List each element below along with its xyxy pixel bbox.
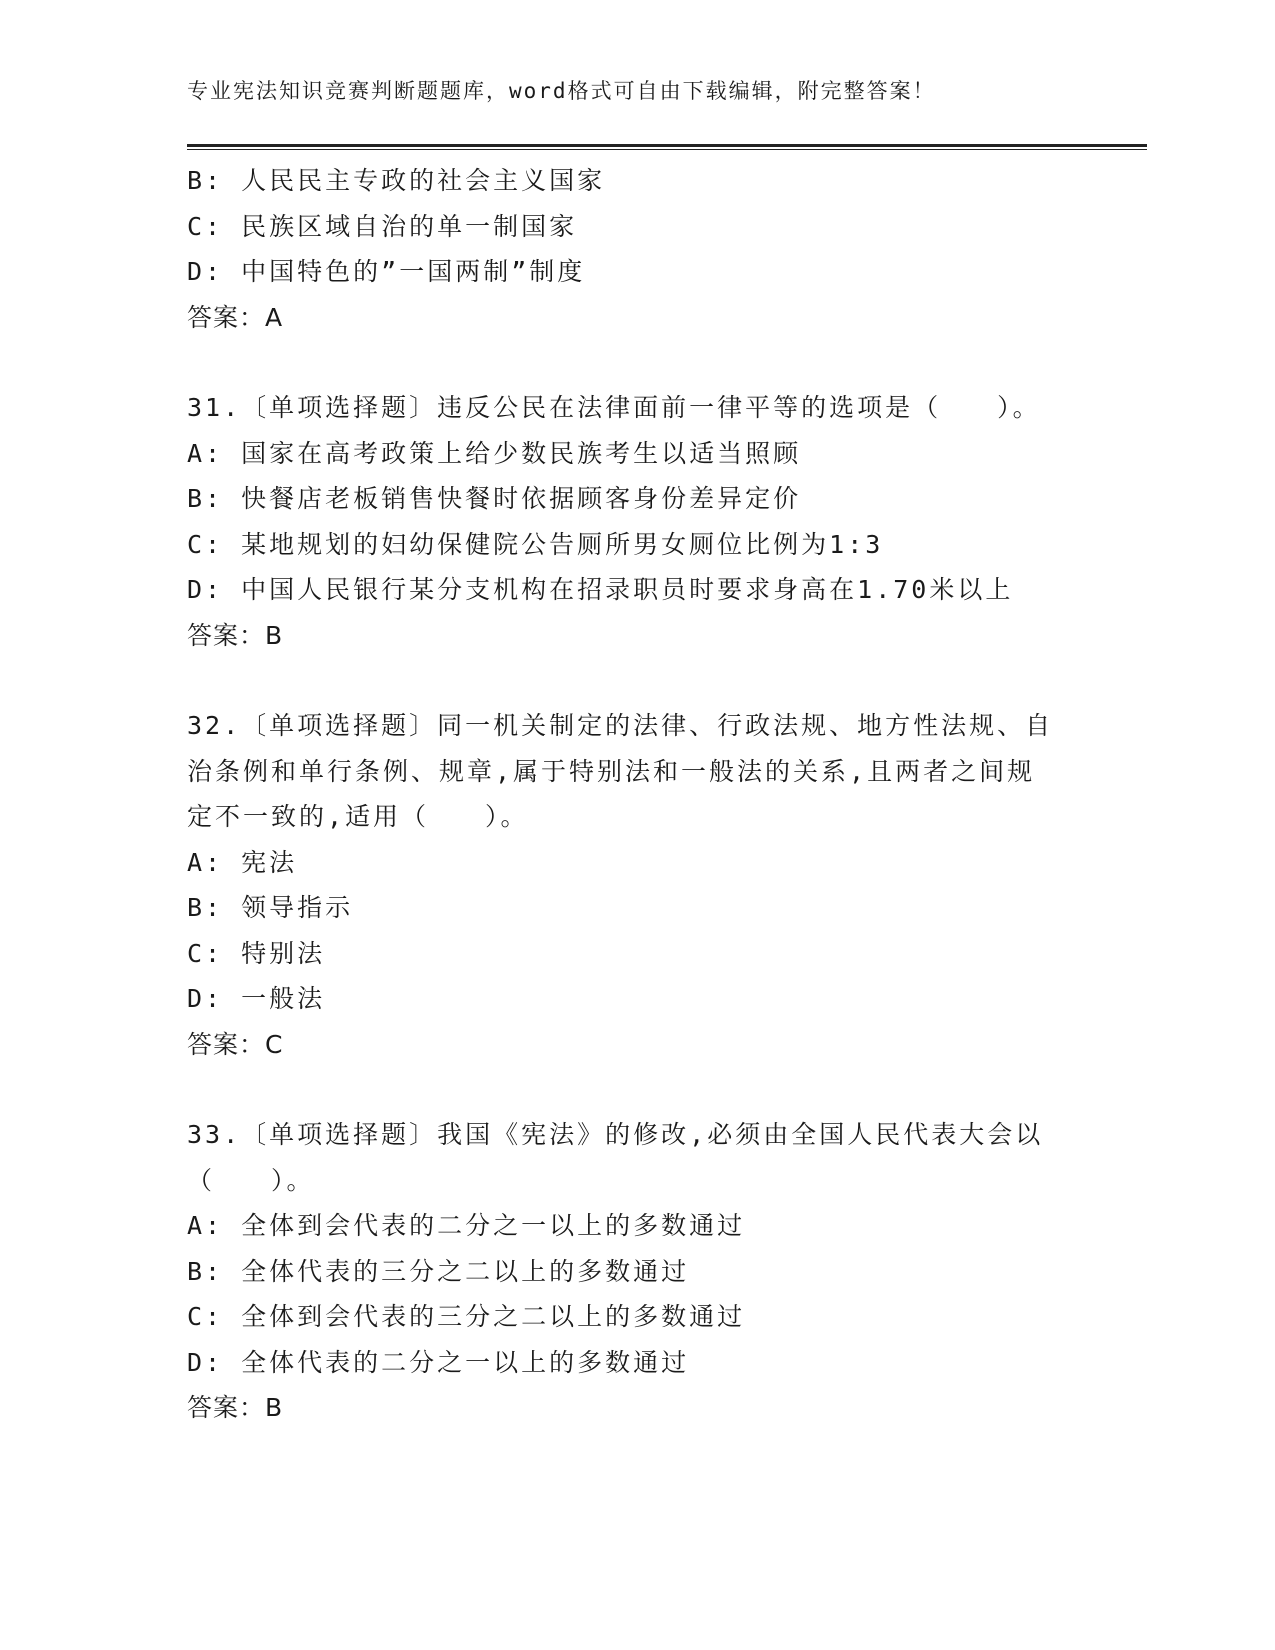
option-d: D: 中国特色的”一国两制”制度 — [187, 257, 586, 286]
option-d: D: 中国人民银行某分支机构在招录职员时要求身高在1.70米以上 — [187, 575, 1014, 604]
option-c: C: 民族区域自治的单一制国家 — [187, 211, 578, 241]
question-stem: （ ）。 — [187, 1165, 315, 1195]
answer: 答案：B — [187, 1393, 284, 1422]
answer: 答案：A — [187, 302, 284, 332]
question-stem: 32.〔单项选择题〕同一机关制定的法律、行政法规、地方性法规、自 — [187, 711, 1054, 740]
option-a: A: 宪法 — [187, 847, 298, 877]
question-stem: 31.〔单项选择题〕违反公民在法律面前一律平等的选项是（ ）。 — [187, 393, 1041, 422]
option-c: C: 特别法 — [187, 938, 326, 968]
carryover-question — [187, 158, 1087, 340]
question-32 — [187, 703, 1087, 1067]
page-header: 专业宪法知识竞赛判断题题库，word格式可自由下载编辑，附完整答案！ — [187, 79, 936, 103]
option-b: B: 全体代表的三分之二以上的多数通过 — [187, 1256, 690, 1286]
option-b: B: 领导指示 — [187, 893, 354, 922]
question-33 — [187, 1112, 1087, 1431]
answer: 答案：B — [187, 620, 284, 650]
question-stem: 定不一致的,适用（ ）。 — [187, 802, 529, 831]
answer: 答案：C — [187, 1029, 284, 1059]
question-stem: 治条例和单行条例、规章,属于特别法和一般法的关系,且两者之间规 — [187, 756, 1036, 786]
option-b: B: 人民民主专政的社会主义国家 — [187, 166, 606, 195]
option-d: D: 一般法 — [187, 984, 326, 1013]
option-d: D: 全体代表的二分之一以上的多数通过 — [187, 1347, 690, 1377]
question-31 — [187, 385, 1087, 658]
document-body — [187, 158, 1087, 1431]
option-a: A: 国家在高考政策上给少数民族考生以适当照顾 — [187, 438, 802, 468]
question-stem: 33.〔单项选择题〕我国《宪法》的修改,必须由全国人民代表大会以 — [187, 1120, 1044, 1149]
option-a: A: 全体到会代表的二分之一以上的多数通过 — [187, 1211, 746, 1240]
option-b: B: 快餐店老板销售快餐时依据顾客身份差异定价 — [187, 484, 802, 513]
option-c: C: 某地规划的妇幼保健院公告厕所男女厕位比例为1:3 — [187, 529, 884, 559]
option-c: C: 全体到会代表的三分之二以上的多数通过 — [187, 1302, 746, 1331]
header-rule — [187, 144, 1147, 150]
